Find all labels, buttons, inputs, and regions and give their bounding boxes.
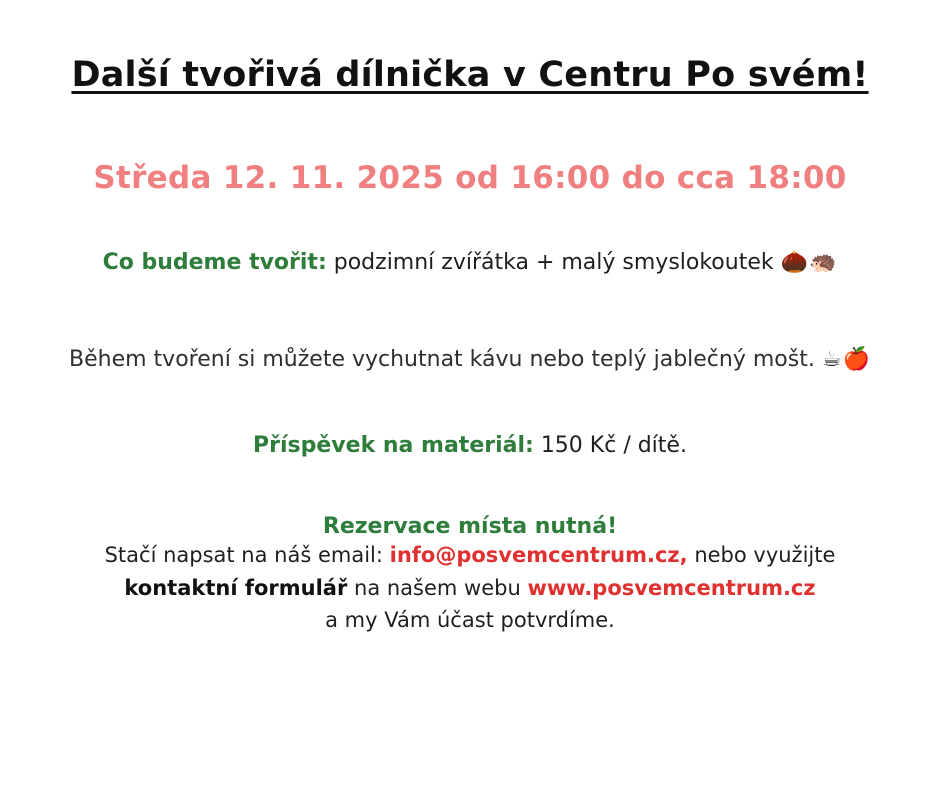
- reservation-web-middle: na našem webu: [354, 575, 521, 600]
- reservation-line-1: [30, 539, 910, 572]
- bottom-spacer: [30, 637, 910, 747]
- contact-email-link[interactable]: info@posvemcentrum.cz,: [389, 543, 688, 568]
- fee-value: 150 Kč / dítě.: [540, 433, 687, 459]
- drinks-line: [30, 345, 910, 376]
- reservation-block: [30, 514, 910, 637]
- reservation-email-suffix: nebo využijte: [694, 543, 836, 568]
- website-link[interactable]: www.posvemcentrum.cz: [527, 575, 816, 600]
- reservation-email-prefix: Stačí napsat na náš email:: [104, 543, 383, 568]
- activity-label: Co budeme tvořit:: [102, 249, 327, 275]
- coffee-apple-icon: ☕🍎: [821, 346, 871, 372]
- contact-form-label: kontaktní formulář: [124, 575, 348, 600]
- reservation-heading: Rezervace místa nutná!: [322, 514, 618, 540]
- activity-value: podzimní zvířátka + malý smyslokoutek: [333, 249, 774, 275]
- page-title: Další tvořivá dílnička v Centru Po svém!: [71, 55, 869, 95]
- event-datetime: Středa 12. 11. 2025 od 16:00 do cca 18:00: [93, 159, 847, 196]
- fee-label: Příspěvek na materiál:: [253, 433, 534, 459]
- drinks-text: Během tvoření si můžete vychutnat kávu nebo teplý jablečný mošt.: [69, 346, 815, 372]
- activity-line: [30, 248, 910, 279]
- reservation-line-3: a my Vám účast potvrdíme.: [325, 608, 615, 633]
- reservation-line-2: [30, 572, 910, 605]
- acorn-hedgehog-icon: 🌰🦔: [780, 249, 838, 275]
- fee-line: [30, 431, 910, 462]
